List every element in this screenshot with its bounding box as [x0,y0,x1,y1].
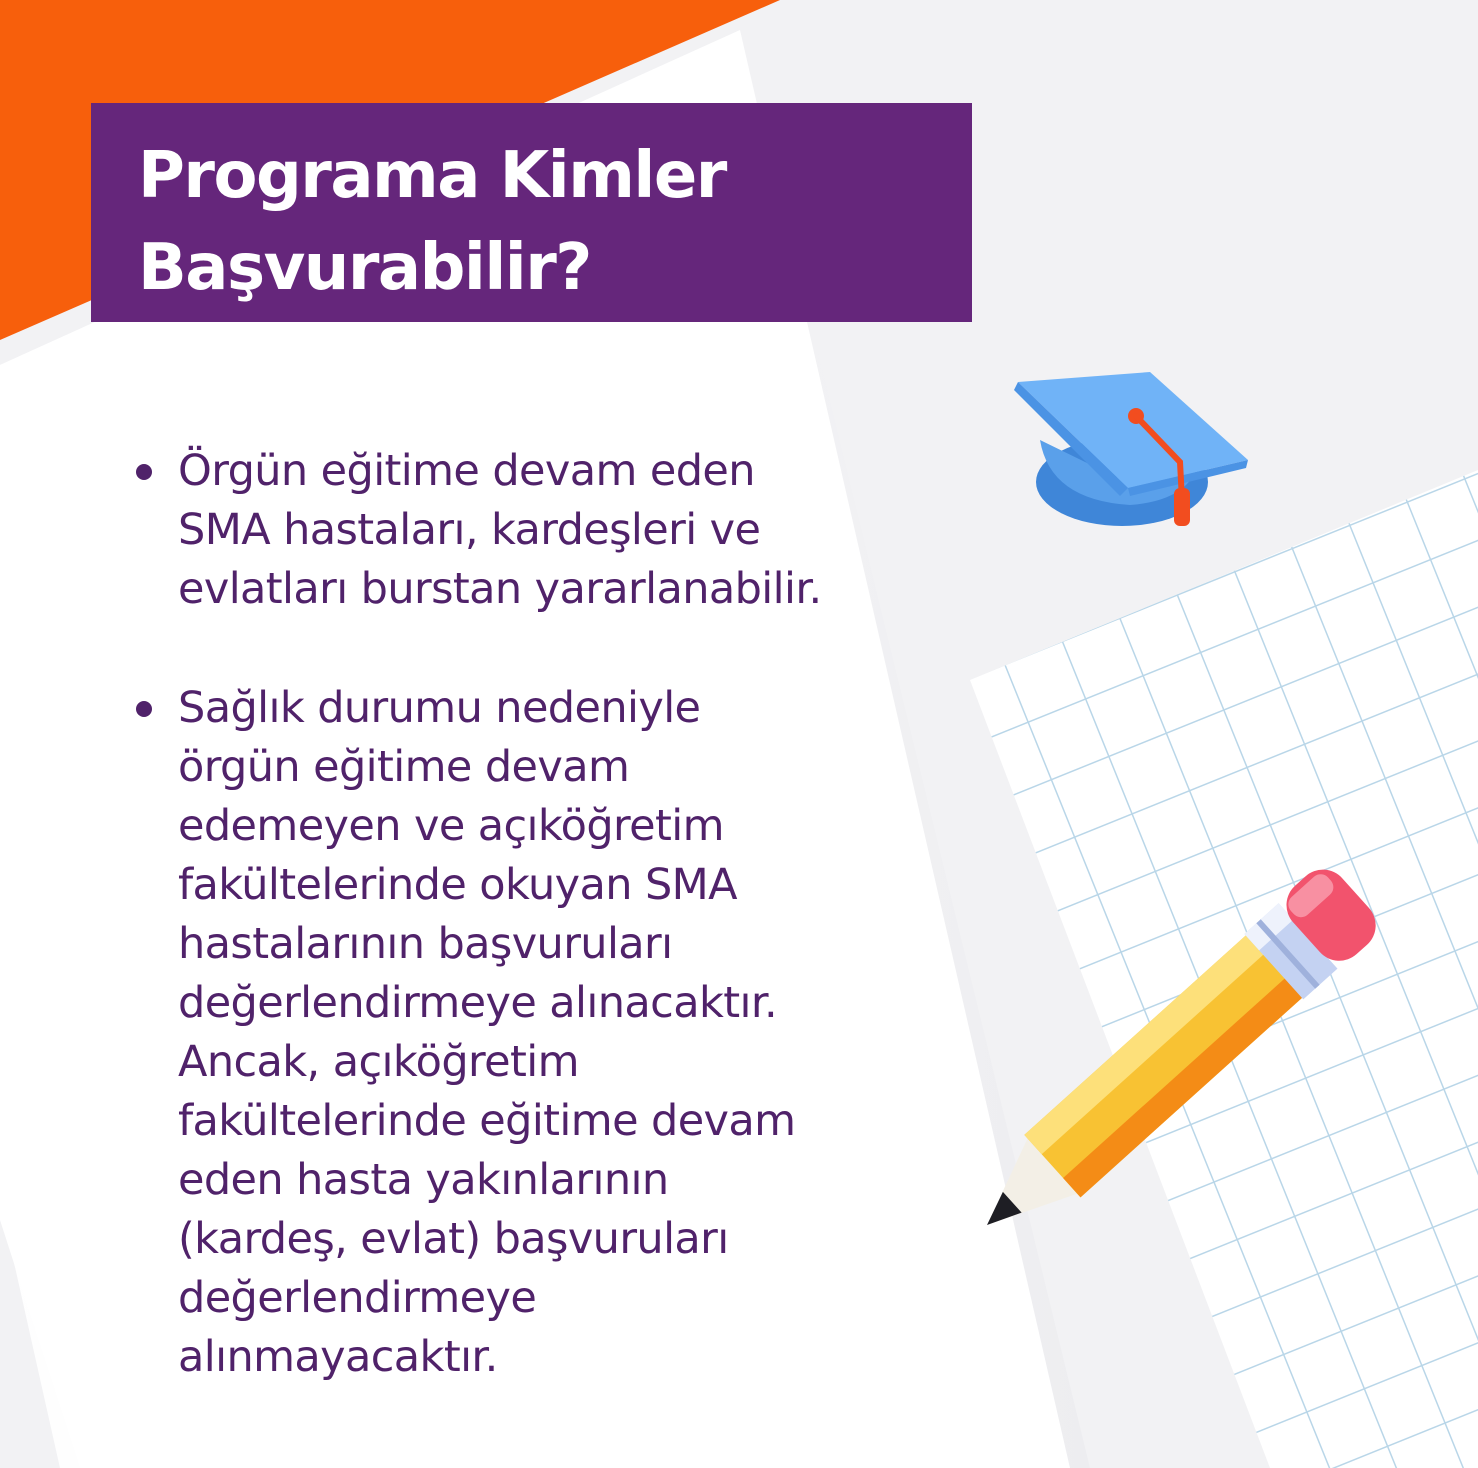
eligibility-list [132,442,892,1387]
bullet-icon [136,701,152,717]
list-item [132,679,892,1387]
title-banner [91,103,972,322]
page-title-line-2: Başvurabilir? [138,231,591,305]
graduation-cap-icon [1010,370,1255,535]
page-title-line-1: Programa Kimler [138,139,726,213]
list-item-text: hastalarının başvuruları [178,919,673,969]
list-item-text: edemeyen ve açıköğretim [178,801,724,851]
pencil-icon [965,845,1405,1245]
list-item-text: değerlendirmeye alınacaktır. [178,978,778,1028]
list-item-text: değerlendirmeye [178,1273,537,1323]
list-item-text: Örgün eğitime devam eden [178,446,755,496]
list-item-text: (kardeş, evlat) başvuruları [178,1214,729,1264]
list-item-text: fakültelerinde eğitime devam [178,1096,796,1146]
list-item-text: örgün eğitime devam [178,742,630,792]
list-item-text: SMA hastaları, kardeşleri ve [178,505,761,555]
list-item-text: eden hasta yakınlarının [178,1155,669,1205]
list-item [132,442,892,619]
list-item-text: alınmayacaktır. [178,1332,498,1382]
list-item-text: Sağlık durumu nedeniyle [178,683,701,733]
list-item-text: fakültelerinde okuyan SMA [178,860,737,910]
list-item-text: evlatları burstan yararlanabilir. [178,564,822,614]
bullet-icon [136,464,152,480]
list-item-text: Ancak, açıköğretim [178,1037,579,1087]
